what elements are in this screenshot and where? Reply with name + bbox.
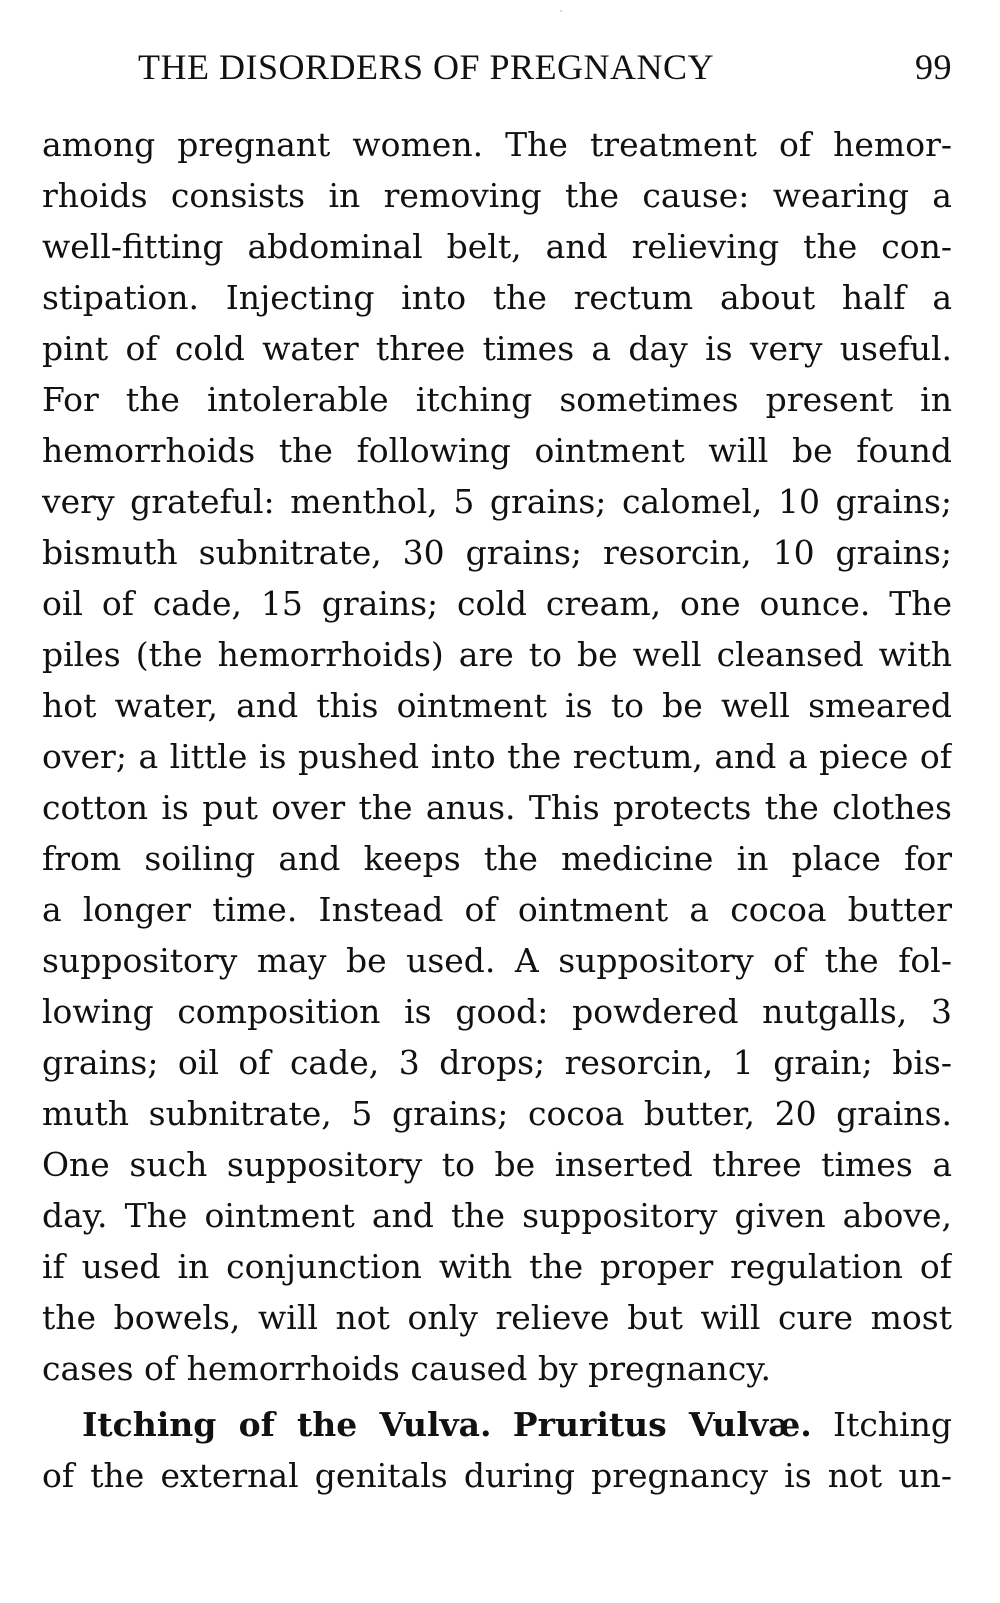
text-line: well-fitting abdominal belt, and relieving the con- xyxy=(42,227,952,266)
paragraph-last-line: cases of hemorrhoids caused by pregnancy. xyxy=(42,1349,772,1388)
section-heading-latin: Pruritus Vulvæ. xyxy=(512,1405,812,1444)
text-line: from soiling and keeps the medicine in place for xyxy=(42,839,952,878)
text-line: piles (the hemorrhoids) are to be well cleansed with xyxy=(42,635,952,674)
text-line: muth subnitrate, 5 grains; cocoa butter, 20 grains. xyxy=(42,1094,952,1133)
text-line: hemorrhoids the following ointment will be found xyxy=(42,431,952,470)
text-line: hot water, and this ointment is to be well smeared xyxy=(42,686,952,725)
text-line: a longer time. Instead of ointment a cocoa butter xyxy=(42,890,952,929)
text-line: lowing composition is good: powdered nutgalls, 3 xyxy=(42,992,952,1031)
text-line: cotton is put over the anus. This protects the clothes xyxy=(42,788,952,827)
text-line: rhoids consists in removing the cause: wearing a xyxy=(42,176,952,215)
scan-speck xyxy=(560,10,562,12)
text-line: day. The ointment and the suppository given above, xyxy=(42,1196,952,1235)
section-first-words: Itching xyxy=(833,1405,952,1444)
text-line: oil of cade, 15 grains; cold cream, one ounce. The xyxy=(42,584,952,623)
section-heading: Itching of the Vulva. xyxy=(82,1405,492,1444)
text-line: stipation. Injecting into the rectum about half a xyxy=(42,278,952,317)
running-head xyxy=(40,42,952,92)
text-line: suppository may be used. A suppository of the fol- xyxy=(42,941,952,980)
running-head-title: THE DISORDERS OF PREGNANCY xyxy=(138,47,715,87)
text-line: pint of cold water three times a day is very useful. xyxy=(42,329,952,368)
text-line: if used in conjunction with the proper regulation of xyxy=(42,1247,952,1286)
section-heading-line xyxy=(82,1400,952,1450)
text-line: of the external genitals during pregnancy is not un- xyxy=(42,1456,952,1495)
page-number: 99 xyxy=(915,47,952,87)
text-line: One such suppository to be inserted three times a xyxy=(42,1145,952,1184)
text-line: the bowels, will not only relieve but will cure most xyxy=(42,1298,952,1337)
text-line: bismuth subnitrate, 30 grains; resorcin, 10 grains; xyxy=(42,533,952,572)
text-line: For the intolerable itching sometimes present in xyxy=(42,380,952,419)
text-line: over; a little is pushed into the rectum, and a piece of xyxy=(42,737,952,776)
text-line: very grateful: menthol, 5 grains; calomel, 10 grains; xyxy=(42,482,952,521)
text-line: among pregnant women. The treatment of hemor- xyxy=(42,125,952,164)
text-line: grains; oil of cade, 3 drops; resorcin, 1 grain; bis- xyxy=(42,1043,952,1082)
